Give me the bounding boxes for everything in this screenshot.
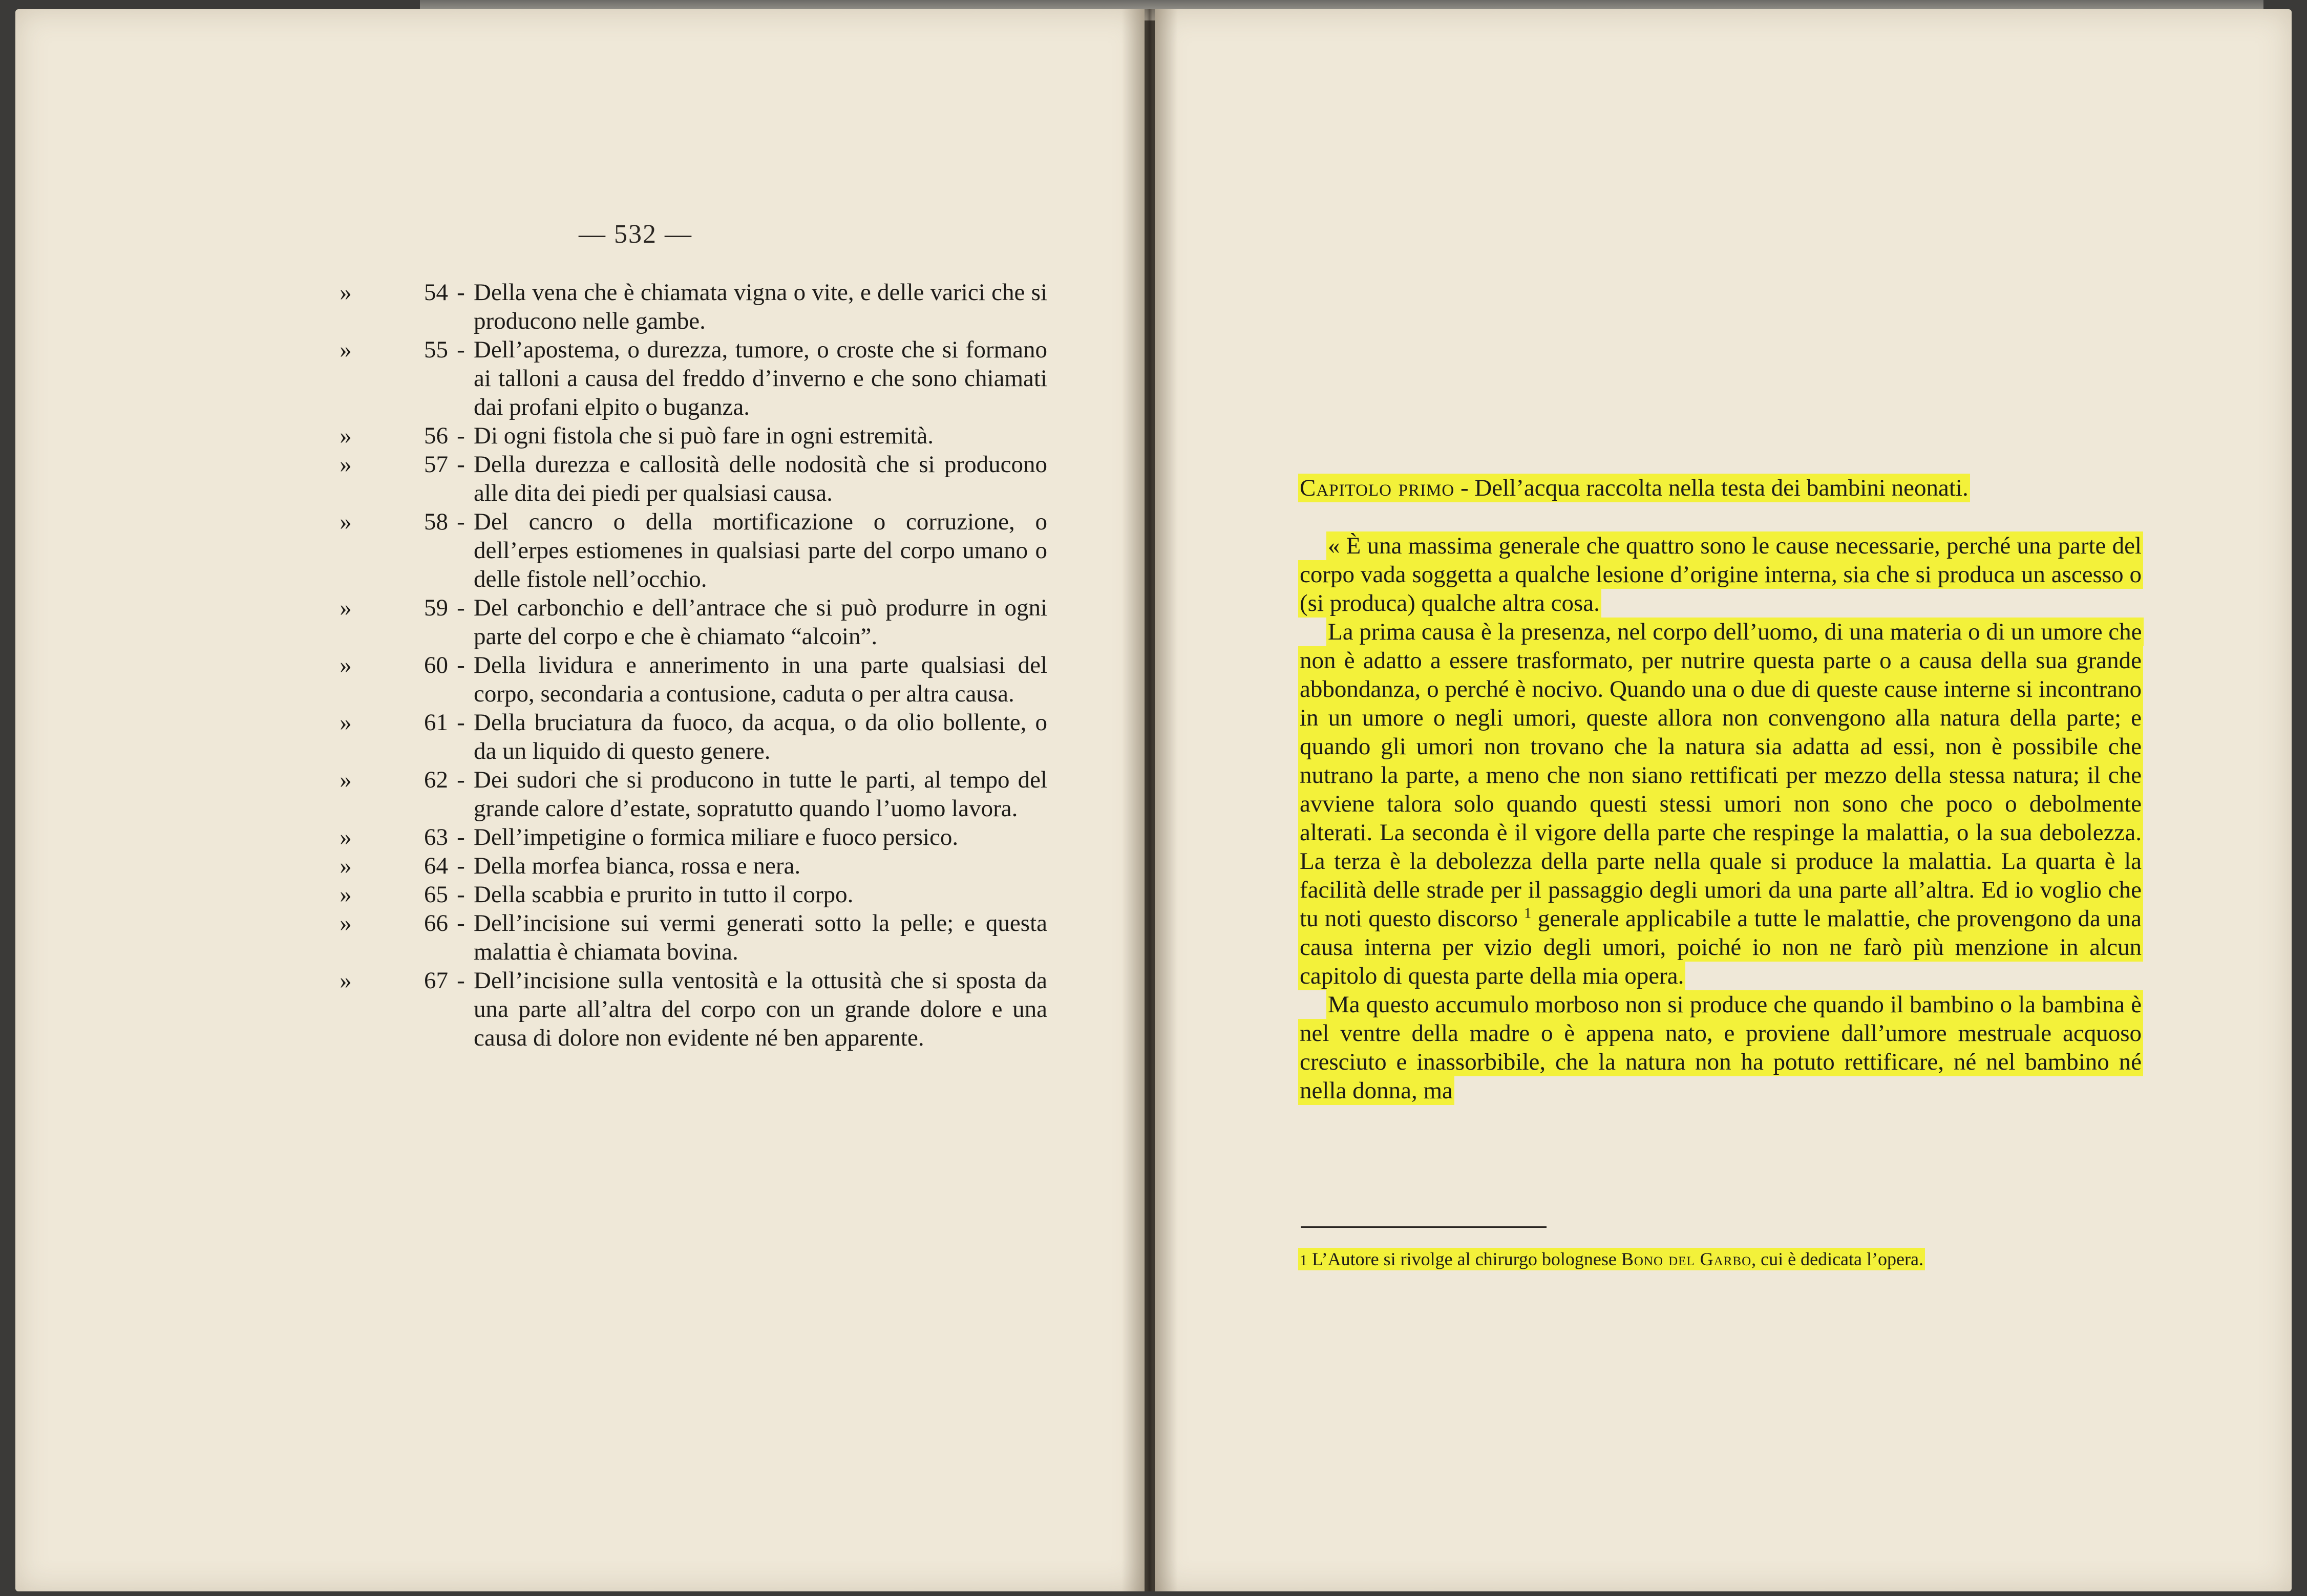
toc-item [15, 852, 1145, 880]
toc-dash: - [457, 709, 465, 736]
toc-item [15, 823, 1145, 852]
toc-mark: » [340, 451, 352, 478]
toc-entry-text: Di ogni fistola che si può fare in ogni estremità. [474, 422, 934, 449]
toc-item [15, 909, 1145, 966]
footnote-text-end: , cui è dedicata l’opera. [1751, 1249, 1923, 1269]
toc-number: 54 [424, 279, 448, 306]
toc-item [15, 880, 1145, 909]
book-gutter [1121, 9, 1178, 1591]
toc-number: 64 [424, 853, 448, 879]
toc-item [15, 507, 1145, 593]
toc-number: 67 [424, 967, 448, 994]
footnote-divider [1301, 1226, 1547, 1228]
toc-mark: » [340, 967, 352, 994]
toc-number: 62 [424, 767, 448, 793]
paragraph-text: Ma questo accumulo morboso non si produce che quando il bambino o la bambina è nel ventre della madre o è appena nato, e proviene dall’umore mestruale acquoso cresciuto e inassorbibile, che la natura non ha potuto rettificare, né nel bambino né nella donna, ma [1298, 990, 2143, 1105]
footnote-name: Bono del Garbo [1621, 1249, 1752, 1269]
footnote-number: 1 [1300, 1252, 1307, 1269]
footnote-reference: 1 [1524, 905, 1532, 922]
toc-entry-text: Del cancro o della mortificazione o corruzione, o dell’erpes estiomenes in qualsiasi parte del corpo umano o delle fistole nell’occhio. [474, 508, 1047, 592]
toc-mark: » [340, 824, 352, 850]
paragraph-text: « È una massima generale che quattro sono le cause necessarie, perché una parte del corpo vada soggetta a qualche lesione d’origine interna, sia che si produca un ascesso o (si produca) qualche altra cosa. [1298, 531, 2143, 618]
toc-mark: » [340, 881, 352, 908]
toc-mark: » [340, 508, 352, 535]
toc-mark: » [340, 709, 352, 736]
chapter-heading [1298, 473, 2143, 503]
page-number: — 532 — [579, 220, 692, 249]
toc-dash: - [457, 422, 465, 449]
chapter-body [1298, 531, 2143, 1105]
toc-entry-text: Dell’impetigine o formica miliare e fuoco persico. [474, 824, 959, 850]
toc-number: 63 [424, 824, 448, 850]
toc-entry-text: Della morfea bianca, rossa e nera. [474, 853, 801, 879]
toc-item [15, 966, 1145, 1052]
toc-number: 56 [424, 422, 448, 449]
toc-mark: » [340, 652, 352, 678]
toc-mark: » [340, 594, 352, 621]
toc-dash: - [457, 336, 465, 363]
toc-dash: - [457, 279, 465, 306]
paragraph [1298, 618, 2143, 990]
chapter-separator: - [1454, 475, 1475, 501]
toc-mark: » [340, 422, 352, 449]
toc-number: 59 [424, 594, 448, 621]
toc-entry-text: Della bruciatura da fuoco, da acqua, o da olio bollente, o da un liquido di questo genere. [474, 709, 1047, 764]
chapter-label: Capitolo primo [1300, 475, 1455, 501]
toc-dash: - [457, 767, 465, 793]
toc-mark: » [340, 279, 352, 306]
toc-mark: » [340, 910, 352, 937]
toc-number: 58 [424, 508, 448, 535]
paragraph-text: La prima causa è la presenza, nel corpo dell’uomo, di una materia o di un umore che non è adatto a essere trasformato, per nutrire questa parte o a causa della sua grande abbondanza, o perché è nocivo. Quando una o due di queste cause interne si incontrano in un umore o negli umori, queste allora non convengono alla natura della parte; e quando gli umori non trovano che la natura sia adatta ad essi, non è possibile che nutrano la parte, a meno che non siano rettificati per mezzo della stessa natura; il che avviene talora solo quando questi stessi umori non sono che poco o debolmente alterati. La seconda è il vigore della parte che respinge la malattia, o la sua debolezza. La terza è la debolezza della parte nella quale si produce la malattia. La quarta è la facilità delle strade per il passaggio degli umori da una parte all’altra. Ed io voglio che tu noti questo discorso [1300, 619, 2142, 932]
toc-dash: - [457, 508, 465, 535]
toc-entry-text: Della vena che è chiamata vigna o vite, e delle varici che si producono nelle gambe. [474, 279, 1047, 334]
toc-item [15, 708, 1145, 765]
footnote-text: L’Autore si rivolge al chirurgo bolognese [1312, 1249, 1617, 1269]
toc-number: 57 [424, 451, 448, 478]
toc-mark: » [340, 336, 352, 363]
toc-entry-text: Del carbonchio e dell’antrace che si può produrre in ogni parte del corpo e che è chiamato “alcoin”. [474, 594, 1047, 650]
toc-number: 55 [424, 336, 448, 363]
toc-mark: » [340, 767, 352, 793]
right-page [1155, 9, 2292, 1591]
toc-dash: - [457, 451, 465, 478]
toc-entry-text: Dei sudori che si producono in tutte le parti, al tempo del grande calore d’estate, sopratutto quando l’uomo lavora. [474, 767, 1047, 822]
toc-item [15, 765, 1145, 823]
toc-item [15, 278, 1145, 335]
toc-entry-text: Dell’incisione sui vermi generati sotto la pelle; e questa malattia è chiamata bovina. [474, 910, 1047, 965]
toc-number: 65 [424, 881, 448, 908]
toc-item [15, 450, 1145, 507]
toc-entry-text: Dell’apostema, o durezza, tumore, o croste che si formano ai talloni a causa del freddo d’inverno e che sono chiamati dai profani elpito o buganza. [474, 336, 1047, 420]
toc-dash: - [457, 881, 465, 908]
toc-item [15, 651, 1145, 708]
toc-item [15, 421, 1145, 450]
toc-dash: - [457, 824, 465, 850]
toc-dash: - [457, 853, 465, 879]
toc-dash: - [457, 910, 465, 937]
toc-dash: - [457, 652, 465, 678]
toc-mark: » [340, 853, 352, 879]
chapter-title: Dell’acqua raccolta nella testa dei bambini neonati. [1474, 475, 1969, 501]
toc-number: 60 [424, 652, 448, 678]
toc-item [15, 335, 1145, 421]
paragraph-text-tail: generale applicabile a tutte le malattie, che provengono da una causa interna per vizio degli umori, poiché io non ne farò più menzione in alcun capitolo di questa parte della mia opera. [1300, 905, 2142, 989]
left-page [15, 9, 1145, 1591]
toc-number: 61 [424, 709, 448, 736]
toc-entry-text: Della scabbia e prurito in tutto il corpo. [474, 881, 854, 908]
toc-entry-text: Della durezza e callosità delle nodosità che si producono alle dita dei piedi per qualsiasi causa. [474, 451, 1047, 506]
toc-item [15, 593, 1145, 651]
toc-dash: - [457, 967, 465, 994]
toc-number: 66 [424, 910, 448, 937]
paragraph [1298, 531, 2143, 618]
footnote [1298, 1247, 2143, 1272]
table-of-contents [15, 278, 1145, 1052]
toc-entry-text: Dell’incisione sulla ventosità e la ottusità che si sposta da una parte all’altra del corpo con un grande dolore e una causa di dolore non evidente né ben apparente. [474, 967, 1047, 1051]
paragraph [1298, 990, 2143, 1105]
toc-entry-text: Della lividura e annerimento in una parte qualsiasi del corpo, secondaria a contusione, caduta o per altra causa. [474, 652, 1047, 707]
toc-dash: - [457, 594, 465, 621]
